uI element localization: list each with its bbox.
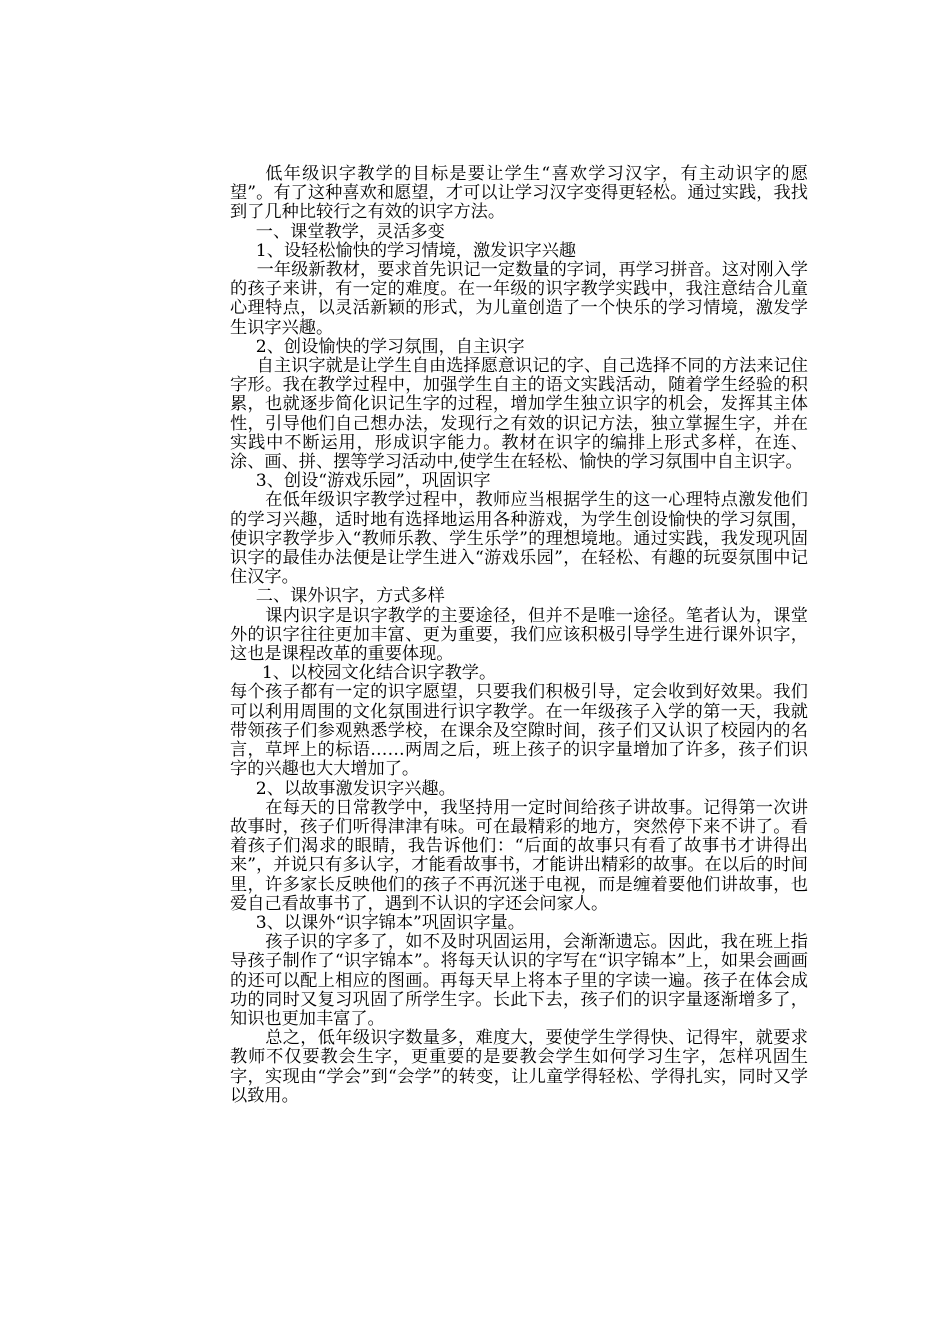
subsection-heading-1-2: 2、创设愉快的学习氛围，自主识字 [255,336,525,357]
subsection-heading-2-2: 2、以故事激发识字兴趣。 [255,778,456,799]
conclusion-paragraph: 总之，低年级识字数量多，难度大，要使学生学得快、记得牢，就要求教师不仅要教会生字，更重要的是要教会学生如何学习生字，怎样巩固生字，实现由“学会”到“会学”的转变，让儿童学得轻松、学得扎实，同时又学以致用。 [230,1028,808,1106]
document-body [230,165,808,1106]
paragraph-2-1: 每个孩子都有一定的识字愿望，只要我们积极引导，定会收到好效果。我们可以利用周围的文化氛围进行识字教学。在一年级孩子入学的第一天，我就带领孩子们参观熟悉学校，在课余及空隙时间，孩子们又认识了校园内的名言，草坪上的标语……两周之后，班上孩子的识字量增加了许多，孩子们识字的兴趣也大大增加了。 [230,682,808,780]
subsection-heading-1-3: 3、创设“游戏乐园”，巩固识字 [255,471,491,492]
subsection-heading-2-3: 3、以课外“识字锦本”巩固识字量。 [255,912,525,933]
paragraph-2-2: 在每天的日常教学中，我坚持用一定时间给孩子讲故事。记得第一次讲故事时，孩子们听得津津有味。可在最精彩的地方，突然停下来不讲了。看着孩子们渴求的眼睛，我告诉他们：“后面的故事只有看了故事书才讲得出来”，并说只有多认字，才能看故事书，才能讲出精彩的故事。在以后的时间里，许多家长反映他们的孩子不再沉迷于电视，而是缠着要他们讲故事，也爱自己看故事书了，遇到不认识的字还会问家人。 [230,797,808,914]
paragraph-1-3: 在低年级识字教学过程中，教师应当根据学生的这一心理特点激发他们的学习兴趣，适时地有选择地运用各种游戏，为学生创设愉快的学习氛围，使识字教学步入“教师乐教、学生乐学”的理想境地。通过实践，我发现巩固识字的最佳办法便是让学生进入“游戏乐园”，在轻松、有趣的玩耍氛围中记住汉字。 [230,490,808,588]
paragraph-2-intro: 课内识字是识字教学的主要途径，但并不是唯一途径。笔者认为，课堂外的识字往往更加丰富、更为重要，我们应该积极引导学生进行课外识字，这也是课程改革的重要体现。 [230,605,808,665]
section-heading-2: 二、课外识字，方式多样 [255,586,445,607]
paragraph-2-3: 孩子识的字多了，如不及时巩固运用，会渐渐遗忘。因此，我在班上指导孩子制作了“识字锦本”。将每天认识的字写在“识字锦本”上，如果会画画的还可以配上相应的图画。再每天早上将本子里的字读一遍。孩子在体会成功的同时又复习巩固了所学生字。长此下去，孩子们的识字量逐渐增多了，知识也更加丰富了。 [230,932,808,1029]
paragraph-1-1: 一年级新教材，要求首先识记一定数量的字词，再学习拼音。这对刚入学的孩子来讲，有一定的难度。在一年级的识字教学实践中，我注意结合儿童心理特点，以灵活新颖的形式，为儿童创造了一个快乐的学习情境，激发学生识字兴趣。 [230,260,808,338]
section-heading-1: 一、课堂教学，灵活多变 [255,221,445,242]
intro-paragraph: 低年级识字教学的目标是要让学生“喜欢学习汉字，有主动识字的愿望”。有了这种喜欢和愿望，才可以让学习汉字变得更轻松。通过实践，我找到了几种比较行之有效的识字方法。 [230,164,808,223]
paragraph-1-2: 自主识字就是让学生自由选择愿意识记的字、自己选择不同的方法来记住字形。我在教学过程中，加强学生自主的语文实践活动，随着学生经验的积累，也就逐步简化识记生字的过程，增加学生独立识字的机会，发挥其主体性，引导他们自己想办法，发现行之有效的识记方法，独立掌握生字，并在实践中不断运用，形成识字能力。教材在识字的编排上形式多样，在连、涂、画、拼、摆等学习活动中,使学生在轻松、愉快的学习氛围中自主识字。 [230,356,808,473]
subsection-heading-2-1: 1、以校园文化结合识字教学。 [261,663,497,684]
subsection-heading-1-1: 1、设轻松愉快的学习情境，激发识字兴趣 [255,240,577,261]
